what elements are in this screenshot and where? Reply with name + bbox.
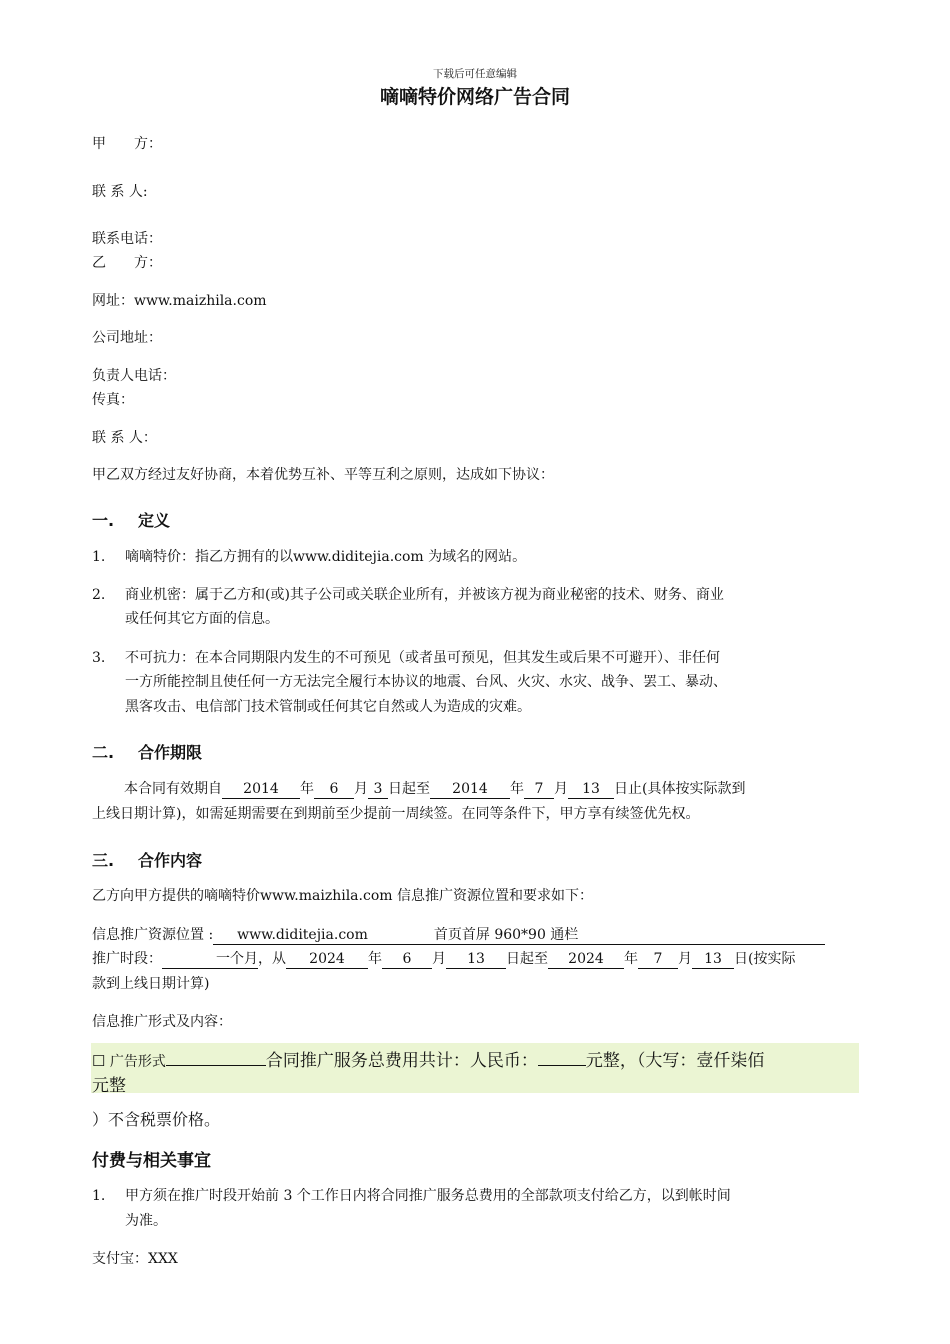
- promotion-duration: 一个月: [162, 951, 258, 969]
- fee-amount-blank[interactable]: [538, 1065, 586, 1066]
- term-month-label-2: 月: [554, 781, 568, 797]
- promotion-start-month: 6: [382, 951, 432, 969]
- section-1-heading: [92, 508, 170, 531]
- def-item-3: [92, 647, 720, 667]
- party-a-jia: 甲: [92, 136, 106, 152]
- party-b-address: 公司地址：: [92, 330, 162, 346]
- def-item-2: [92, 584, 724, 604]
- section-2-title: 合作期限: [138, 743, 203, 762]
- def-item-3-line-1: 不可抗力：在本合同期限内发生的不可预见（或者虽可预见，但其发生或后果不可避开）、非任何: [125, 650, 720, 666]
- def-item-3-line-3: 黑客攻击、电信部门技术管制或任何其它自然或人为造成的灾难。: [125, 699, 531, 715]
- promotion-form-label: 信息推广形式及内容：: [92, 1014, 232, 1030]
- party-b-website: 网址：www.maizhila.com: [92, 293, 267, 309]
- section-1-number: 一.: [92, 511, 115, 530]
- document-title: 嘀嘀特价网络广告合同: [379, 86, 570, 108]
- payment-heading: 付费与相关事宜: [92, 1151, 211, 1171]
- def-item-1-text: 嘀嘀特价：指乙方拥有的以www.diditejia.com 为域名的网站。: [125, 549, 527, 565]
- fee-unit-text: 元整，（大写：壹仟柒佰: [585, 1051, 765, 1071]
- promotion-end-year: 2024: [548, 951, 624, 969]
- term-line-1: [124, 778, 745, 799]
- promotion-end-month: 7: [638, 951, 678, 969]
- payment-item-1-number: 1.: [92, 1188, 106, 1204]
- promotion-end-day: 13: [692, 951, 734, 969]
- fee-line-2: 元整: [92, 1076, 126, 1096]
- def-item-3-line-2: 一方所能控制且使任何一方无法完全履行本协议的地震、台风、火灾、水灾、战争、罢工、暴动、: [125, 674, 727, 690]
- ad-form-blank[interactable]: [166, 1065, 266, 1066]
- term-end-year: 2014: [430, 781, 510, 799]
- resource-position-line: [92, 924, 825, 945]
- term-year-label: 年: [300, 781, 314, 797]
- section-3-number: 三.: [92, 851, 115, 870]
- def-item-2-number: 2.: [92, 587, 106, 603]
- term-year-label-2: 年: [510, 781, 524, 797]
- promotion-period-line-2: 款到上线日期计算): [92, 976, 210, 992]
- resource-site: www.diditejia.com: [237, 927, 368, 943]
- promotion-start-year: 2024: [286, 951, 368, 969]
- term-prefix: 本合同有效期自: [124, 781, 222, 797]
- def-item-1-number: 1.: [92, 549, 106, 565]
- resource-slot: 首页首屏 960*90 通栏: [433, 927, 579, 943]
- term-start-day: 3: [368, 781, 388, 799]
- def-item-2-line-1: 商业机密：属于乙方和(或)其子公司或关联企业所有，并被该方视为商业秘密的技术、财务、商业: [125, 587, 724, 603]
- party-b-label: [92, 252, 162, 272]
- promotion-month-label-2: 月: [678, 951, 692, 967]
- promotion-period-line: [92, 948, 795, 969]
- party-b-contact: 联 系 人：: [92, 430, 157, 446]
- section-3-heading: [92, 848, 202, 871]
- term-until-label: 日止(具体按实际款到: [614, 781, 746, 797]
- party-a-contact: 联 系 人:: [92, 184, 148, 200]
- edit-note: 下载后可任意编辑: [433, 68, 517, 80]
- promotion-from-label: ，从: [258, 951, 286, 967]
- section-2-heading: [92, 740, 202, 763]
- payment-item-1-line-1: 甲方须在推广时段开始前 3 个工作日内将合同推广服务总费用的全部款项支付给乙方，以到帐时间: [125, 1188, 731, 1204]
- party-a-label: [92, 133, 162, 153]
- term-from-label: 日起至: [388, 781, 430, 797]
- def-item-2-line-2: 或任何其它方面的信息。: [125, 611, 279, 627]
- promotion-from-day-label: 日起至: [506, 951, 548, 967]
- term-end-month: 7: [524, 781, 554, 799]
- party-b-fang: 方：: [134, 255, 162, 271]
- ad-form-label: 广告形式: [109, 1054, 166, 1070]
- term-start-year: 2014: [222, 781, 300, 799]
- party-b-yi: 乙: [92, 255, 106, 271]
- def-item-1: [92, 546, 526, 566]
- intro-paragraph: 甲乙双方经过友好协商，本着优势互补、平等互利之原则，达成如下协议：: [92, 467, 554, 483]
- alipay-line: 支付宝：XXX: [92, 1251, 178, 1267]
- party-a-fang: 方：: [134, 136, 162, 152]
- party-b-manager-phone: 负责人电话：: [92, 368, 176, 384]
- term-end-day: 13: [568, 781, 614, 799]
- term-start-month: 6: [314, 781, 354, 799]
- party-a-phone: 联系电话：: [92, 231, 162, 247]
- section-3-title: 合作内容: [138, 851, 203, 870]
- ad-form-line: [92, 1046, 764, 1071]
- section-1-title: 定义: [138, 511, 171, 530]
- promotion-year-label: 年: [368, 951, 382, 967]
- promotion-year-label-2: 年: [624, 951, 638, 967]
- def-item-3-number: 3.: [92, 650, 106, 666]
- tax-note: ）不含税票价格。: [92, 1110, 221, 1129]
- promotion-tail-label: 日(按实际: [734, 951, 796, 967]
- promotion-period-label: 推广时段：: [92, 951, 162, 967]
- promotion-month-label: 月: [432, 951, 446, 967]
- term-month-label: 月: [354, 781, 368, 797]
- content-intro: 乙方向甲方提供的嘀嘀特价www.maizhila.com 信息推广资源位置和要求如下：: [92, 888, 593, 904]
- payment-item-1: [92, 1185, 731, 1205]
- payment-item-1-line-2: 为准。: [125, 1213, 167, 1229]
- section-2-number: 二.: [92, 743, 115, 762]
- party-b-fax: 传真：: [92, 392, 134, 408]
- fee-text: 合同推广服务总费用共计：人民币：: [265, 1051, 538, 1071]
- resource-position-label: 信息推广资源位置 :: [92, 927, 214, 943]
- promotion-start-day: 13: [446, 951, 506, 969]
- resource-position-value: [213, 927, 825, 945]
- checkbox-icon[interactable]: ☐: [92, 1052, 106, 1070]
- term-line-2: 上线日期计算)，如需延期需要在到期前至少提前一周续签。在同等条件下，甲方享有续签优先权。: [92, 806, 700, 822]
